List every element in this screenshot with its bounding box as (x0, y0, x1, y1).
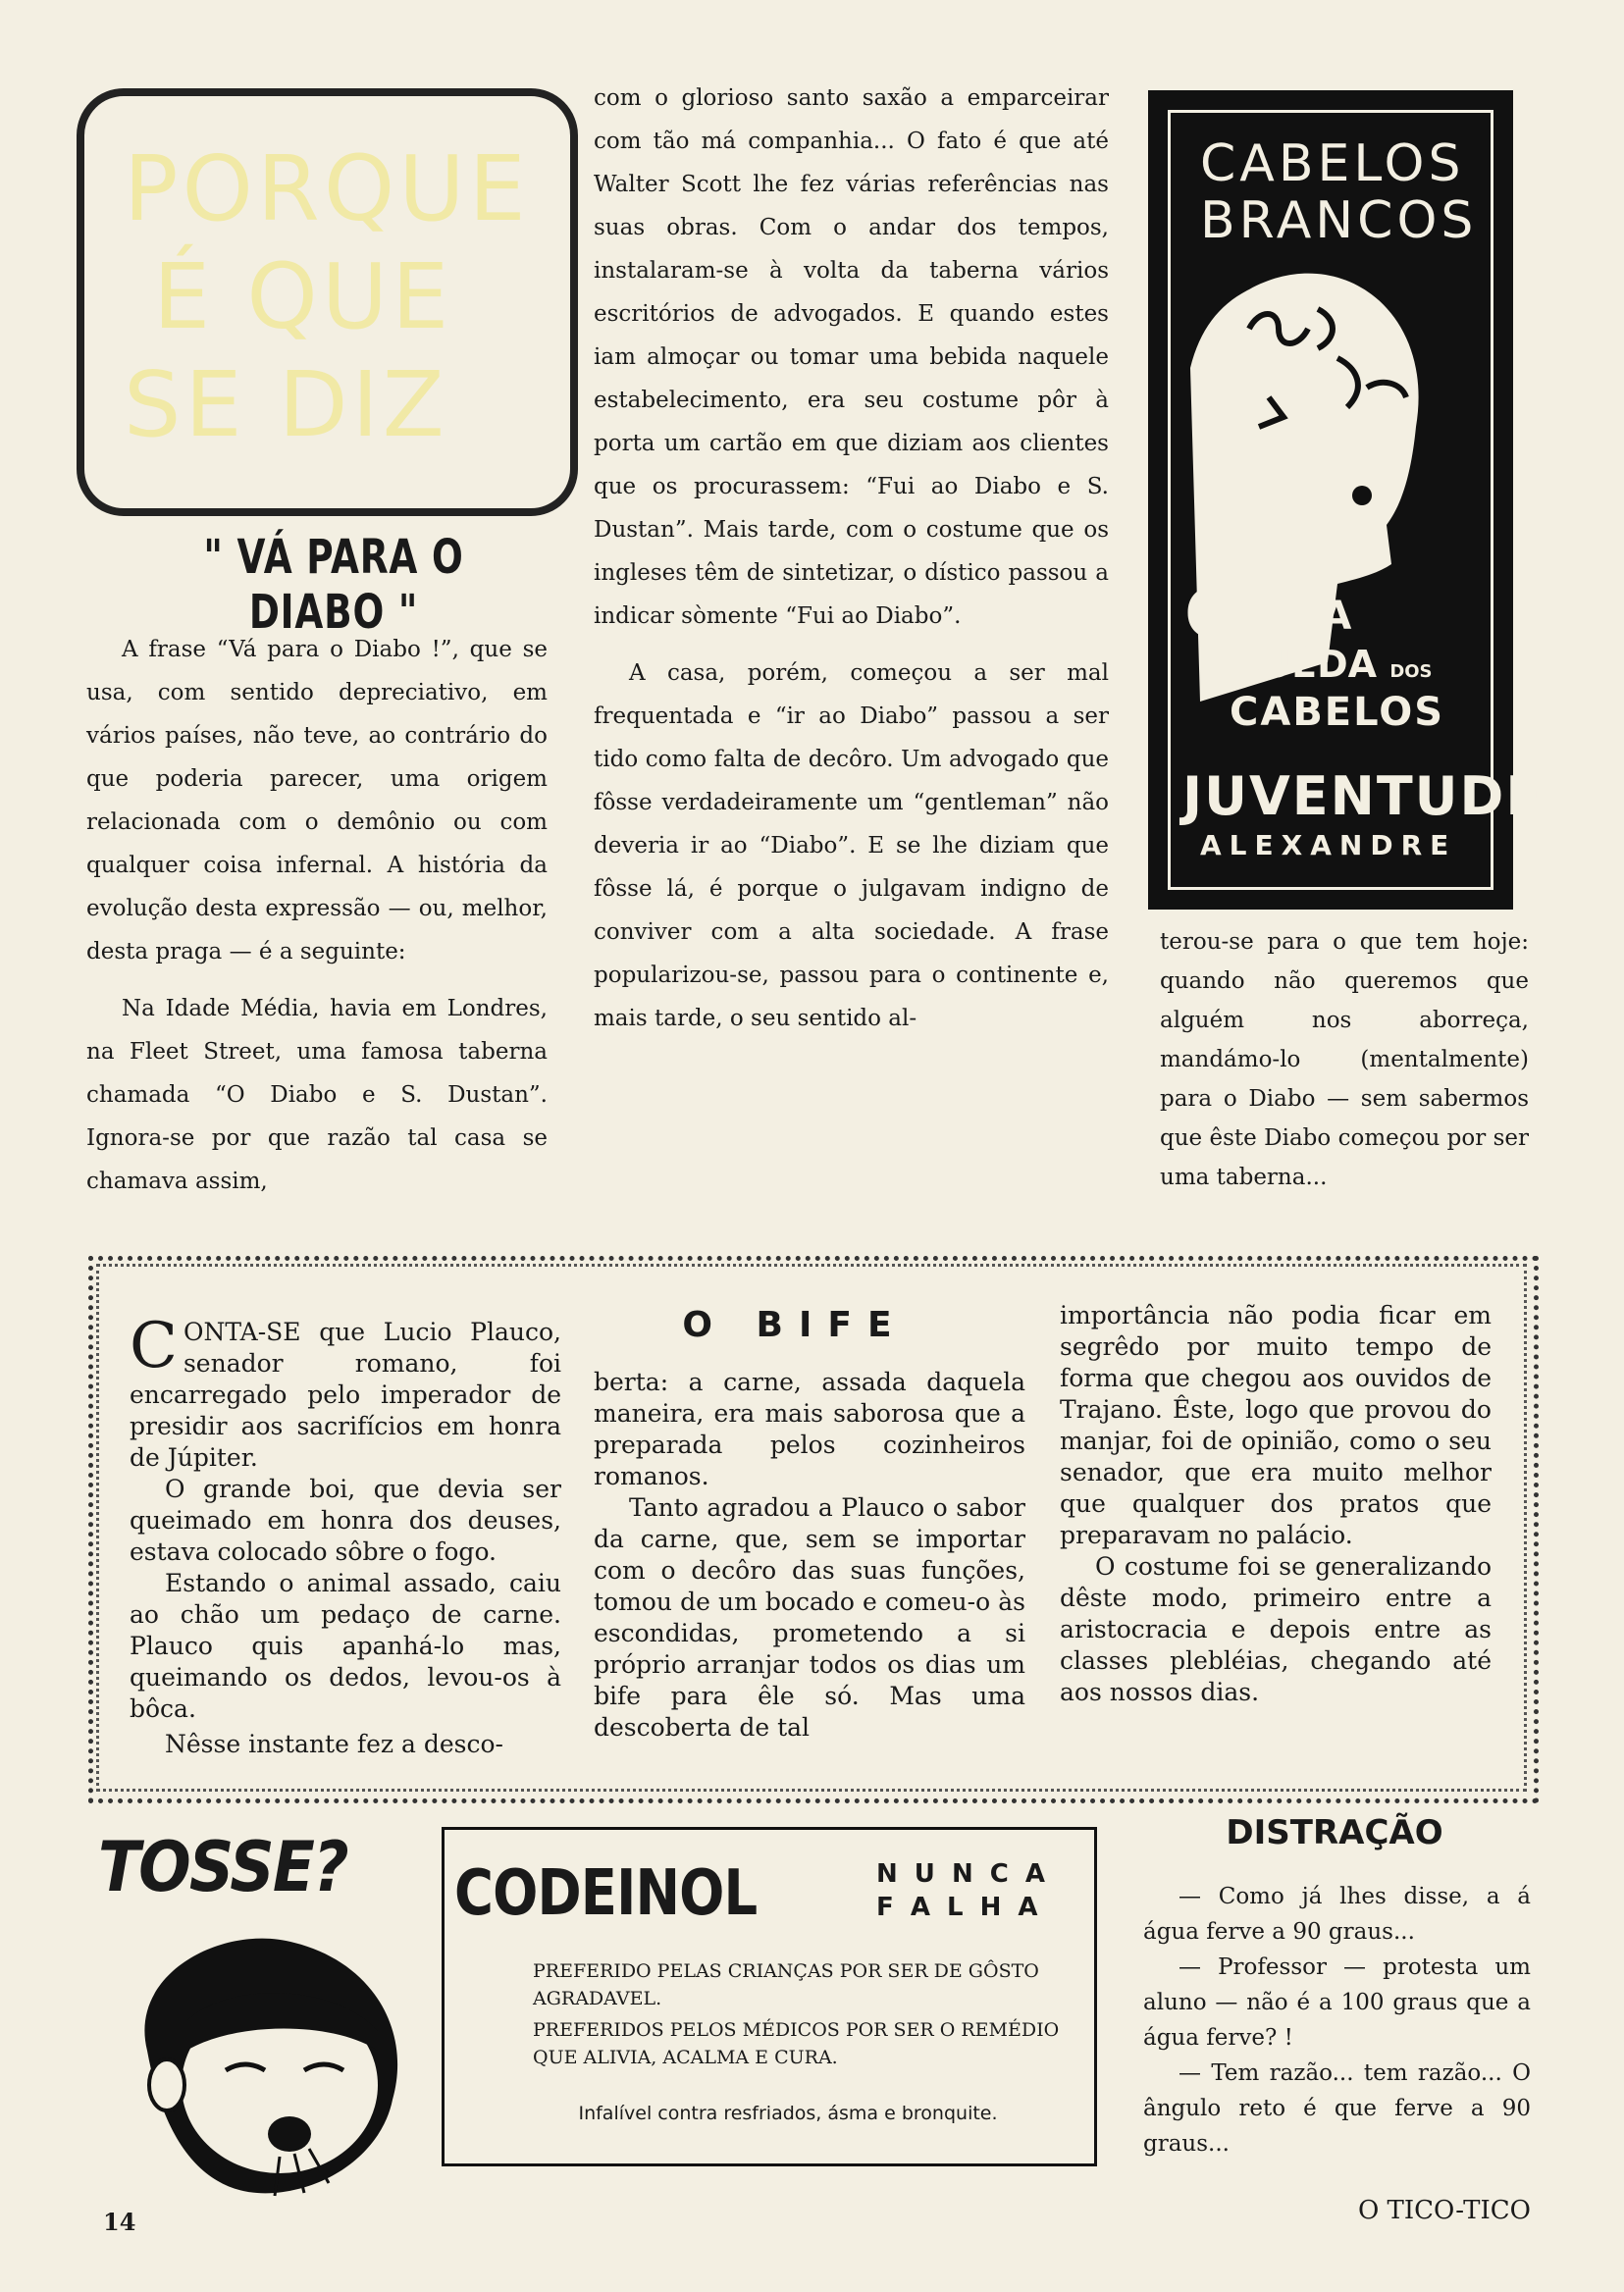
ad-queda: QUÉDA DOS (1230, 643, 1433, 686)
article-column-2 (594, 77, 1109, 1054)
coughing-child-icon (108, 1913, 432, 2208)
ad-caspa: ASPA (1231, 594, 1354, 639)
magazine-name: O TICO-TICO (1357, 2196, 1531, 2225)
bife-column-1 (130, 1310, 561, 1760)
article-column-3 (1160, 922, 1529, 1211)
ad-codeinol-line-2: PREFERIDOS PELOS MÉDICOS POR SER O REMÉDIO QUE ALIVIA, ACALMA E CURA. (533, 2019, 1060, 2068)
bife-paragraph: Estando o animal assado, caiu ao chão um pedaço de carne. Plauco quis apanhá-lo mas, queimando os dedos, levou-os à bôca. (130, 1569, 561, 1723)
page-number: 14 (103, 2208, 136, 2236)
section-logo (124, 135, 536, 459)
distracao-paragraph: — Como já lhes disse, a á água ferve a 90 graus... (1143, 1884, 1531, 1945)
ad-codeinol-brand: CODEINOL (454, 1857, 758, 1930)
logo-line-2: É QUE (153, 244, 453, 349)
ad-codeinol-footer: Infalível contra resfriados, ásma e bronquite. (578, 2103, 998, 2124)
article-paragraph: Na Idade Média, havia em Londres, na Fleet Street, uma famosa taberna chamada “O Diabo e S. Dustan”. Ignora-se por que razão tal casa se chamava assim, (86, 996, 548, 1194)
section-logo-box (77, 88, 578, 516)
bife-paragraph: CONTA-SE que Lucio Plauco, senador romano, foi encarregado pelo imperador de presidir aos sacrifícios em honra de Júpiter. (130, 1310, 561, 1472)
article-title: " VÁ PARA O DIABO " (203, 530, 464, 640)
drop-cap: C (130, 1310, 178, 1382)
bife-paragraph: Nêsse instante fez a desco- (165, 1730, 503, 1758)
logo-line-3: SE DIZ (124, 352, 448, 457)
bife-paragraph: O costume foi se generalizando dêste modo, primeiro entre a aristocracia e depois entre as classes plebléias, chegando até aos nossos dias. (1060, 1552, 1492, 1706)
distracao-text (1143, 1879, 1531, 2162)
bife-paragraph: O grande boi, que devia ser queimado em honra dos deuses, estava colocado sôbre o fogo. (130, 1475, 561, 1566)
article-column-1 (86, 628, 548, 1217)
bife-paragraph: Tanto agradou a Plauco o sabor da carne, que, sem se importar com o decôro das suas funções, tomou de um bocado e comeu-o às escondidas, prometendo a si próprio arranjar todos os dias um bife para êle só. Mas uma descoberta de tal (594, 1493, 1025, 1742)
bife-paragraph: importância não podia ficar em segrêdo por muito tempo de forma que chegou aos ouvidos de Trajano. Êste, logo que provou do manjar, foi de opinião, como o seu senador, que era muito melhor que qualquer dos pratos que preparavam no palácio. (1060, 1301, 1492, 1549)
article-paragraph: com o glorioso santo saxão a emparceirar com tão má companhia... O fato é que até Walter Scott lhe fez várias referências nas suas obras. Com o andar dos tempos, instalaram-se à volta da taberna vários escritórios de advogados. E quando estes iam almoçar ou tomar uma bebida naquele estabelecimento, era seu costume pôr à porta um cartão em que diziam aos clientes que os procurassem: “Fui ao Diabo e S. Dustan”. Mais tarde, com o costume que os ingleses têm de sintetizar, o dístico passou a indicar sòmente “Fui ao Diabo”. (594, 85, 1109, 629)
ad-cabelos-line-1: CABELOS (1200, 134, 1465, 193)
ad-juventude-alexandre (1148, 90, 1545, 910)
distracao-paragraph: — Professor — protesta um aluno — não é a 100 graus que a água ferve? ! (1143, 1954, 1531, 2051)
distracao-paragraph: — Tem razão... tem razão... O ângulo reto é que ferve a 90 graus... (1143, 2060, 1531, 2157)
logo-line-1: PORQUE (124, 136, 530, 241)
ad-codeinol-line-1: PREFERIDO PELAS CRIANÇAS POR SER DE GÔSTO AGRADAVEL. (533, 1960, 1039, 2009)
distracao-title: DISTRAÇÃO (1226, 1813, 1443, 1852)
ad-codeinol-falha: F A L H A (876, 1893, 1042, 1922)
ad-tosse: TOSSE? (98, 1827, 347, 1907)
ad-brand-sub: ALEXANDRE (1200, 829, 1457, 861)
article-paragraph: terou-se para o que tem hoje: quando não queremos que alguém nos aborreça, mandámo-lo (mentalmente) para o Diabo — sem sabermos que êste Diabo começou por ser uma taberna... (1160, 929, 1529, 1190)
article-paragraph: A frase “Vá para o Diabo !”, que se usa, com sentido depreciativo, em vários países, não teve, ao contrário do que poderia parecer, uma origem relacionada com o demônio ou com qualquer coisa infernal. A história da evolução desta expressão — ou, melhor, desta praga — é a seguinte: (86, 637, 548, 964)
bife-title: O BIFE (682, 1305, 908, 1345)
ad-cabelos-line-2: BRANCOS (1200, 191, 1478, 250)
ad-caspa-c: C (1184, 574, 1235, 654)
ad-codeinol-nunca: N U N C A (876, 1859, 1050, 1889)
bife-paragraph: berta: a carne, assada daquela maneira, era mais saborosa que a preparada pelos cozinheiros romanos. (594, 1368, 1025, 1490)
bife-column-2 (594, 1367, 1025, 1744)
ad-cabelos-queda: CABELOS (1230, 690, 1444, 735)
ad-brand: JUVENTUDE (1182, 765, 1545, 827)
article-paragraph: A casa, porém, começou a ser mal frequentada e “ir ao Diabo” passou a ser tido como falta de decôro. Um advogado que fôsse verdadeiramente um “gentleman” não deveria ir ao “Diabo”. E se lhe diziam que fôsse lá, é porque o julgavam indigno de conviver com a alta sociedade. A frase popularizou-se, passou para o continente e, mais tarde, o seu sentido al- (594, 660, 1109, 1031)
bife-column-3 (1060, 1300, 1492, 1708)
ad-codeinol (442, 1827, 1097, 2166)
